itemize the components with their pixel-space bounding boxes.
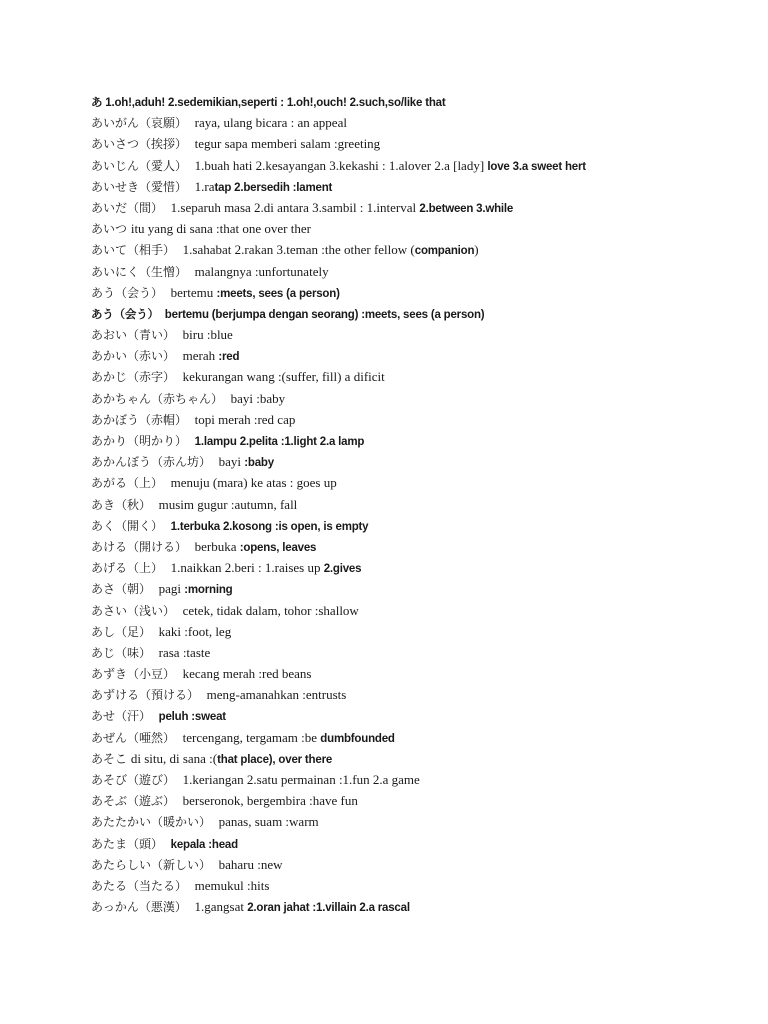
entry-definition: biru :blue bbox=[182, 327, 233, 343]
dictionary-entry bbox=[91, 621, 751, 642]
entry-headword: あかんぼう（赤ん坊） bbox=[91, 455, 219, 470]
entry-definition: musim gugur :autumn, fall bbox=[158, 496, 298, 512]
entry-headword: あたる（当たる） bbox=[91, 878, 195, 893]
entry-definition: :red bbox=[218, 351, 240, 364]
dictionary-entry bbox=[91, 748, 751, 769]
dictionary-entry bbox=[91, 515, 751, 536]
dictionary-entry bbox=[91, 578, 751, 599]
entry-headword: あき（秋） bbox=[91, 497, 159, 512]
entry-definition: 2.gives bbox=[323, 563, 362, 576]
entry-definition: 1.terbuka 2.kosong :is open, is empty bbox=[170, 520, 369, 533]
entry-headword: あかぼう（赤帽） bbox=[91, 412, 195, 427]
dictionary-entry bbox=[91, 176, 751, 197]
entry-definition: baharu :new bbox=[218, 856, 283, 872]
dictionary-entry bbox=[91, 494, 751, 515]
dictionary-entry bbox=[91, 345, 751, 366]
dictionary-page bbox=[91, 91, 751, 917]
entry-headword: あう（会う） bbox=[91, 285, 171, 300]
dictionary-entry bbox=[91, 790, 751, 811]
entry-definition: ) bbox=[474, 242, 479, 258]
entry-definition: 1.sahabat 2.rakan 3.teman :the other fellow ( bbox=[182, 242, 415, 258]
dictionary-entry bbox=[91, 536, 751, 557]
dictionary-entry bbox=[91, 854, 751, 875]
entry-definition: tegur sapa memberi salam :greeting bbox=[194, 136, 381, 152]
dictionary-entry bbox=[91, 303, 751, 324]
dictionary-entry bbox=[91, 451, 751, 472]
entry-headword: あいつ bbox=[91, 222, 131, 237]
entry-definition: panas, suam :warm bbox=[218, 814, 319, 830]
entry-headword: あいせき（愛惜） bbox=[91, 179, 195, 194]
entry-definition: kaki :foot, leg bbox=[158, 623, 232, 639]
entry-definition: :baby bbox=[244, 457, 274, 470]
dictionary-entry bbox=[91, 833, 751, 854]
entry-definition: peluh :sweat bbox=[158, 711, 226, 724]
entry-definition: tercengang, tergamam :be bbox=[182, 729, 321, 745]
entry-definition: raya, ulang bicara : an appeal bbox=[194, 115, 347, 131]
dictionary-entry bbox=[91, 197, 751, 218]
entry-headword: あかちゃん（赤ちゃん） bbox=[91, 391, 231, 406]
entry-headword: あく（開く） bbox=[91, 518, 171, 533]
entry-headword: あっかん（悪漢） bbox=[91, 900, 195, 915]
dictionary-entry bbox=[91, 133, 751, 154]
entry-definition: bayi :baby bbox=[230, 390, 286, 406]
entry-definition: :morning bbox=[184, 584, 233, 597]
entry-definition: 1.oh!,aduh! 2.sedemikian,seperti : 1.oh!,ouch! 2.such,so/like that bbox=[105, 97, 446, 109]
entry-definition: 1.ra bbox=[194, 178, 215, 194]
entry-definition: berseronok, bergembira :have fun bbox=[182, 793, 358, 809]
entry-headword: あそぶ（遊ぶ） bbox=[91, 794, 183, 809]
entry-definition: 2.between 3.while bbox=[419, 202, 514, 215]
dictionary-entry bbox=[91, 769, 751, 790]
entry-headword: あかり（明かり） bbox=[91, 434, 195, 448]
dictionary-entry bbox=[91, 896, 751, 917]
entry-headword: あいだ（間） bbox=[91, 200, 171, 215]
entry-headword: あし（足） bbox=[91, 624, 159, 639]
entry-headword: あいさつ（挨拶） bbox=[91, 137, 195, 152]
dictionary-entry bbox=[91, 282, 751, 303]
entry-headword: あそび（遊び） bbox=[91, 773, 183, 787]
entry-definition: bertemu bbox=[170, 284, 217, 300]
entry-headword: あける（開ける） bbox=[91, 539, 195, 554]
dictionary-entry bbox=[91, 91, 751, 112]
dictionary-entry bbox=[91, 409, 751, 430]
dictionary-entry bbox=[91, 239, 751, 260]
entry-definition: 1.separuh masa 2.di antara 3.sambil : 1.interval bbox=[170, 199, 420, 215]
entry-definition: cetek, tidak dalam, tohor :shallow bbox=[182, 602, 359, 618]
entry-headword: あう（会う） bbox=[91, 308, 165, 321]
entry-headword: あさ（朝） bbox=[91, 582, 159, 597]
dictionary-entry bbox=[91, 727, 751, 748]
entry-headword: あいにく（生憎） bbox=[91, 264, 195, 279]
entry-definition: menuju (mara) ke atas : goes up bbox=[170, 475, 337, 491]
entry-headword: あおい（青い） bbox=[91, 328, 183, 343]
entry-headword: あかい（赤い） bbox=[91, 349, 183, 364]
entry-definition: companion bbox=[414, 245, 475, 258]
entry-headword: あ bbox=[91, 97, 106, 109]
entry-definition: malangnya :unfortunately bbox=[194, 263, 329, 279]
entry-definition: pagi bbox=[158, 581, 185, 597]
entry-headword: あいがん（哀願） bbox=[91, 116, 195, 131]
entry-definition: kepala :head bbox=[170, 838, 238, 851]
entry-definition: meng-amanahkan :entrusts bbox=[206, 687, 347, 703]
dictionary-entry bbox=[91, 388, 751, 409]
entry-definition: dumbfounded bbox=[320, 732, 395, 745]
entry-definition: 1.naikkan 2.beri : 1.raises up bbox=[170, 560, 324, 576]
entry-headword: あがる（上） bbox=[91, 476, 171, 491]
entry-definition: berbuka bbox=[194, 538, 240, 554]
dictionary-entry bbox=[91, 663, 751, 684]
entry-headword: あぜん（唖然） bbox=[91, 730, 183, 745]
entry-definition: 2.oran jahat :1.villain 2.a rascal bbox=[247, 902, 410, 915]
entry-definition: love 3.a sweet hert bbox=[487, 160, 586, 173]
entry-definition: tap 2.bersedih :lament bbox=[214, 181, 333, 194]
dictionary-entry bbox=[91, 218, 751, 239]
entry-definition: topi merah :red cap bbox=[194, 411, 296, 427]
entry-headword: あじ（味） bbox=[91, 645, 159, 660]
entry-definition: :opens, leaves bbox=[239, 541, 317, 554]
entry-definition: 1.gangsat bbox=[194, 899, 248, 915]
dictionary-entry bbox=[91, 324, 751, 345]
dictionary-entry bbox=[91, 557, 751, 578]
entry-headword: あかじ（赤字） bbox=[91, 370, 183, 385]
entry-headword: あたらしい（新しい） bbox=[91, 857, 219, 872]
dictionary-entry bbox=[91, 366, 751, 387]
dictionary-entry bbox=[91, 600, 751, 621]
dictionary-entry bbox=[91, 811, 751, 832]
entry-definition: 1.lampu 2.pelita :1.light 2.a lamp bbox=[194, 436, 365, 448]
entry-definition: kecang merah :red beans bbox=[182, 666, 312, 682]
dictionary-entry bbox=[91, 155, 751, 176]
entry-headword: あせ（汗） bbox=[91, 709, 159, 724]
entry-definition: di situ, di sana :( bbox=[130, 750, 218, 766]
entry-definition: rasa :taste bbox=[158, 644, 211, 660]
entry-headword: あずける（預ける） bbox=[91, 688, 207, 703]
dictionary-entry bbox=[91, 642, 751, 663]
dictionary-entry bbox=[91, 684, 751, 705]
entry-headword: あずき（小豆） bbox=[91, 667, 183, 682]
entry-definition: memukul :hits bbox=[194, 877, 270, 893]
entry-definition: bertemu (berjumpa dengan seorang) :meets, sees (a person) bbox=[164, 308, 485, 321]
entry-headword: あたたかい（暖かい） bbox=[91, 815, 219, 830]
dictionary-entry bbox=[91, 705, 751, 726]
dictionary-entry bbox=[91, 112, 751, 133]
entry-definition: kekurangan wang :(suffer, fill) a dificit bbox=[182, 369, 385, 385]
entry-definition: merah bbox=[182, 348, 219, 364]
entry-definition: :meets, sees (a person) bbox=[216, 287, 340, 300]
dictionary-entry bbox=[91, 472, 751, 493]
entry-definition: 1.buah hati 2.kesayangan 3.kekashi : 1.alover 2.a [lady] bbox=[194, 157, 488, 173]
entry-definition: that place), over there bbox=[217, 753, 333, 766]
dictionary-entry bbox=[91, 875, 751, 896]
dictionary-entry bbox=[91, 430, 751, 451]
entry-headword: あいじん（愛人） bbox=[91, 158, 195, 173]
entry-headword: あそこ bbox=[91, 751, 131, 766]
entry-definition: 1.keriangan 2.satu permainan :1.fun 2.a game bbox=[182, 772, 420, 787]
entry-headword: あさい（浅い） bbox=[91, 603, 183, 618]
entry-headword: あたま（頭） bbox=[91, 836, 171, 851]
dictionary-entry bbox=[91, 261, 751, 282]
entry-headword: あげる（上） bbox=[91, 561, 171, 576]
entry-definition: bayi bbox=[218, 454, 245, 470]
entry-headword: あいて（相手） bbox=[91, 243, 183, 258]
entry-definition: itu yang di sana :that one over ther bbox=[130, 221, 311, 237]
